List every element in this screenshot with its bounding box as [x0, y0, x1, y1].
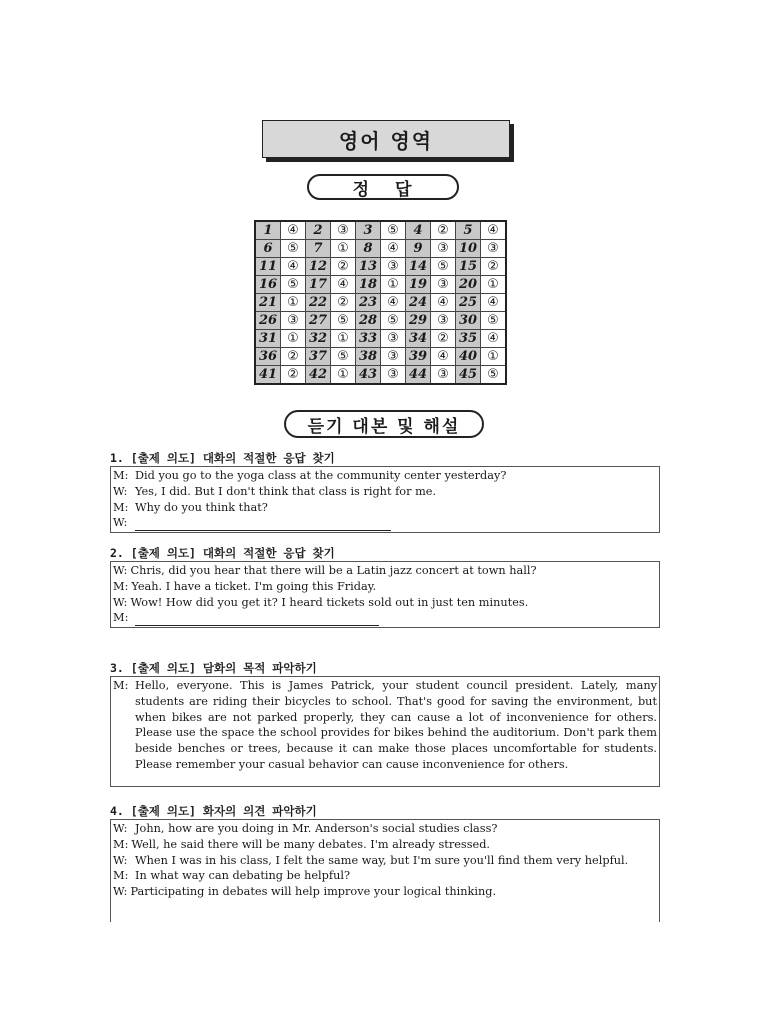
answer-choice: ③ — [381, 366, 406, 385]
question-number: 9 — [406, 240, 431, 258]
answer-choice: ⑤ — [381, 312, 406, 330]
answer-choice: ④ — [431, 348, 456, 366]
question-number: 25 — [456, 294, 481, 312]
answer-choice: ⑤ — [331, 312, 356, 330]
section-heading: 1. [출제 의도] 대화의 적절한 응답 찾기 — [110, 451, 335, 465]
question-number: 29 — [406, 312, 431, 330]
speaker-label: W: — [113, 484, 128, 498]
answer-choice: ④ — [281, 221, 306, 240]
dialogue-text: Hello, everyone. This is James Patrick, your student council president. Lately, many students are riding their bicycles to school. That's good for saving the environment, but when bikes are not parked properly, they can cause a lot of inconvenience for others. Please use the space the school provides for bikes behind the auditorium. Don't park them beside benches or trees, because it can make those places uncomfortable for students. Please remember your casual behavior can cause inconvenience for others. — [135, 679, 657, 771]
dialogue-text: When I was in his class, I felt the same way, but I'm sure you'll find them very helpful. — [135, 853, 629, 867]
answer-row — [255, 276, 506, 294]
dialogue-line — [113, 868, 657, 884]
section-2 — [110, 546, 660, 628]
question-number: 16 — [255, 276, 281, 294]
question-number: 38 — [356, 348, 381, 366]
answer-choice: ③ — [331, 221, 356, 240]
question-number: 22 — [306, 294, 331, 312]
answer-choice: ② — [331, 258, 356, 276]
speaker-label: M: — [113, 579, 129, 593]
speaker-label: M: — [113, 837, 129, 851]
answer-choice: ⑤ — [431, 258, 456, 276]
question-number: 26 — [255, 312, 281, 330]
question-number: 45 — [456, 366, 481, 385]
dialogue-line — [113, 563, 657, 579]
question-number: 12 — [306, 258, 331, 276]
dialogue-text: Did you go to the yoga class at the community center yesterday? — [135, 469, 507, 482]
speaker-label: W: — [113, 564, 128, 577]
answer-choice: ⑤ — [281, 240, 306, 258]
script-box — [110, 466, 660, 533]
script-box — [110, 676, 660, 787]
question-number: 2 — [306, 221, 331, 240]
dialogue-line — [113, 821, 657, 837]
dialogue-text: Wow! How did you get it? I heard tickets sold out in just ten minutes. — [130, 595, 529, 609]
dialogue-text: Yes, I did. But I don't think that class is right for me. — [135, 484, 437, 498]
question-number: 31 — [255, 330, 281, 348]
dialogue-text: Chris, did you hear that there will be a Latin jazz concert at town hall? — [130, 564, 537, 577]
question-number: 44 — [406, 366, 431, 385]
question-number: 37 — [306, 348, 331, 366]
answer-choice: ④ — [431, 294, 456, 312]
question-number: 14 — [406, 258, 431, 276]
answer-choice: ③ — [431, 366, 456, 385]
dialogue-line — [113, 579, 657, 595]
dialogue-line — [113, 500, 657, 516]
question-number: 6 — [255, 240, 281, 258]
section-1 — [110, 451, 660, 533]
answer-key-table — [254, 220, 507, 385]
question-number: 7 — [306, 240, 331, 258]
answer-choice: ② — [431, 330, 456, 348]
question-number: 40 — [456, 348, 481, 366]
question-number: 36 — [255, 348, 281, 366]
question-number: 15 — [456, 258, 481, 276]
answer-choice: ③ — [431, 240, 456, 258]
speaker-label: M: — [113, 679, 129, 692]
dialogue-line — [113, 853, 657, 869]
answer-choice: ④ — [481, 221, 507, 240]
question-number: 21 — [255, 294, 281, 312]
section-heading: 3. [출제 의도] 담화의 목적 파악하기 — [110, 661, 317, 675]
dialogue-text: Participating in debates will help improve your logical thinking. — [130, 885, 497, 899]
question-number: 41 — [255, 366, 281, 385]
dialogue-line — [113, 515, 657, 531]
answer-choice: ③ — [381, 258, 406, 276]
question-number: 8 — [356, 240, 381, 258]
answer-choice: ② — [481, 258, 507, 276]
question-number: 24 — [406, 294, 431, 312]
question-number: 23 — [356, 294, 381, 312]
answers-heading: 정 답 — [307, 174, 459, 200]
dialogue-text: Why do you think that? — [135, 500, 268, 514]
speaker-label: W: — [113, 885, 128, 899]
speaker-label: M: — [113, 469, 129, 482]
answer-choice: ② — [281, 348, 306, 366]
section-heading: 2. [출제 의도] 대화의 적절한 응답 찾기 — [110, 546, 335, 560]
answer-row — [255, 330, 506, 348]
question-number: 3 — [356, 221, 381, 240]
dialogue-text: John, how are you doing in Mr. Anderson's social studies class? — [135, 822, 498, 835]
dialogue-line — [113, 468, 657, 484]
answer-choice: ③ — [431, 276, 456, 294]
dialogue-text: In what way can debating be helpful? — [135, 869, 351, 883]
script-heading: 듣기 대본 및 해설 — [284, 410, 484, 438]
answer-choice: ④ — [481, 294, 507, 312]
answer-choice: ② — [281, 366, 306, 385]
answer-choice: ⑤ — [481, 366, 507, 385]
speaker-label: M: — [113, 500, 129, 514]
section-3 — [110, 661, 660, 787]
answer-choice: ④ — [331, 276, 356, 294]
question-number: 30 — [456, 312, 481, 330]
answer-choice: ① — [481, 348, 507, 366]
question-number: 13 — [356, 258, 381, 276]
question-number: 4 — [406, 221, 431, 240]
speaker-label: W: — [113, 853, 128, 867]
answer-choice: ⑤ — [281, 276, 306, 294]
question-number: 42 — [306, 366, 331, 385]
question-number: 10 — [456, 240, 481, 258]
answer-row — [255, 240, 506, 258]
answer-choice: ③ — [381, 330, 406, 348]
dialogue-line — [113, 884, 657, 900]
question-number: 32 — [306, 330, 331, 348]
answer-choice: ① — [331, 366, 356, 385]
answer-row — [255, 366, 506, 385]
dialogue-line — [113, 610, 657, 626]
question-number: 28 — [356, 312, 381, 330]
answer-row — [255, 312, 506, 330]
answer-choice: ① — [331, 240, 356, 258]
speaker-label: M: — [113, 869, 129, 883]
question-number: 34 — [406, 330, 431, 348]
dialogue-text: Well, he said there will be many debates. I'm already stressed. — [131, 837, 491, 851]
answer-choice: ⑤ — [331, 348, 356, 366]
dialogue-text: Yeah. I have a ticket. I'm going this Friday. — [131, 579, 377, 593]
question-number: 5 — [456, 221, 481, 240]
script-box — [110, 819, 660, 922]
answer-choice: ③ — [381, 348, 406, 366]
dialogue-line — [113, 678, 657, 773]
question-number: 1 — [255, 221, 281, 240]
answer-choice: ① — [281, 330, 306, 348]
speaker-label: W: — [113, 516, 128, 530]
answer-choice: ① — [381, 276, 406, 294]
answer-choice: ④ — [281, 258, 306, 276]
answer-choice: ③ — [431, 312, 456, 330]
dialogue-line — [113, 837, 657, 853]
answer-choice: ③ — [481, 240, 507, 258]
answer-choice: ④ — [381, 294, 406, 312]
dialogue-line — [113, 595, 657, 611]
answer-blank — [135, 518, 391, 531]
question-number: 19 — [406, 276, 431, 294]
answer-choice: ④ — [381, 240, 406, 258]
question-number: 35 — [456, 330, 481, 348]
answer-choice: ① — [481, 276, 507, 294]
question-number: 17 — [306, 276, 331, 294]
script-box — [110, 561, 660, 628]
speaker-label: W: — [113, 822, 128, 835]
dialogue-line — [113, 484, 657, 500]
question-number: 18 — [356, 276, 381, 294]
question-number: 43 — [356, 366, 381, 385]
answer-choice: ② — [331, 294, 356, 312]
answer-choice: ① — [331, 330, 356, 348]
answer-choice: ② — [431, 221, 456, 240]
answer-choice: ⑤ — [381, 221, 406, 240]
answer-blank — [135, 613, 379, 626]
page-title: 영어 영역 — [262, 120, 510, 158]
question-number: 33 — [356, 330, 381, 348]
answer-choice: ⑤ — [481, 312, 507, 330]
answer-choice: ③ — [281, 312, 306, 330]
answer-row — [255, 221, 506, 240]
speaker-label: W: — [113, 595, 128, 609]
answer-choice: ① — [281, 294, 306, 312]
question-number: 20 — [456, 276, 481, 294]
answer-row — [255, 348, 506, 366]
question-number: 39 — [406, 348, 431, 366]
answer-row — [255, 258, 506, 276]
section-4 — [110, 804, 660, 922]
question-number: 11 — [255, 258, 281, 276]
speaker-label: M: — [113, 611, 129, 625]
section-heading: 4. [출제 의도] 화자의 의견 파악하기 — [110, 804, 317, 818]
question-number: 27 — [306, 312, 331, 330]
answer-row — [255, 294, 506, 312]
answer-choice: ④ — [481, 330, 507, 348]
